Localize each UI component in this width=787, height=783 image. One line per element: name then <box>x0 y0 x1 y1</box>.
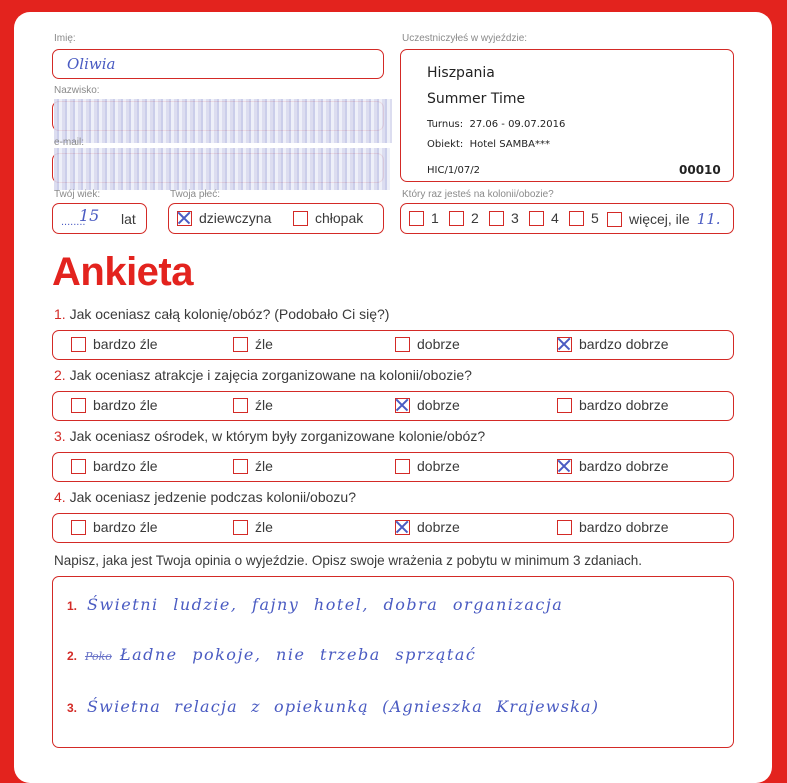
q4-option-1-label: bardzo źle <box>93 519 158 535</box>
q2-option-1-label: bardzo źle <box>93 397 158 413</box>
question-3 <box>54 428 485 444</box>
question-4 <box>54 489 356 505</box>
question-2-options <box>52 391 734 421</box>
name-field[interactable] <box>52 49 384 79</box>
times-value: 11. <box>696 210 721 228</box>
email-label: e-mail: <box>54 137 85 148</box>
q4-option-3-checkbox[interactable] <box>395 520 410 535</box>
trip-number: 00010 <box>679 163 721 177</box>
opinion-2-number: 2. <box>67 649 78 663</box>
q2-option-bardzo-dobrze[interactable] <box>557 397 669 413</box>
times-3-label: 3 <box>511 210 519 226</box>
q4-option-4-label: bardzo dobrze <box>579 519 669 535</box>
q4-option-bardzo-dobrze[interactable] <box>557 519 669 535</box>
question-4-text: Jak oceniasz jedzenie podczas kolonii/obozu? <box>69 489 356 505</box>
redacted-surname <box>54 99 392 143</box>
gender-male-checkbox[interactable] <box>293 211 308 226</box>
times-5-checkbox[interactable] <box>569 211 584 226</box>
surname-label: Nazwisko: <box>54 85 100 96</box>
opinion-line-2 <box>67 645 476 664</box>
q4-option-4-checkbox[interactable] <box>557 520 572 535</box>
q2-option-4-label: bardzo dobrze <box>579 397 669 413</box>
opinion-1-number: 1. <box>67 599 78 613</box>
times-2-label: 2 <box>471 210 479 226</box>
gender-female-label: dziewczyna <box>199 210 272 226</box>
name-label: Imię: <box>54 33 76 44</box>
times-option-more[interactable] <box>607 210 721 228</box>
q1-option-2-checkbox[interactable] <box>233 337 248 352</box>
question-3-number: 3. <box>54 428 66 444</box>
q3-option-2-checkbox[interactable] <box>233 459 248 474</box>
q4-option-bardzo-zle[interactable] <box>71 519 158 535</box>
question-3-options <box>52 452 734 482</box>
q1-option-bardzo-dobrze[interactable] <box>557 336 669 352</box>
gender-male-label: chłopak <box>315 210 364 226</box>
q2-option-2-checkbox[interactable] <box>233 398 248 413</box>
question-2 <box>54 367 472 383</box>
opinion-2-text: Ładne pokoje, nie trzeba sprzątać <box>119 645 477 664</box>
gender-male-option[interactable] <box>293 210 363 226</box>
gender-label: Twoja płeć: <box>170 189 221 200</box>
q3-option-4-label: bardzo dobrze <box>579 458 669 474</box>
q3-option-1-checkbox[interactable] <box>71 459 86 474</box>
opinion-2-struck: Poko <box>85 650 112 663</box>
times-option-2[interactable] <box>449 210 479 226</box>
trip-obiekt: Obiekt: Hotel SAMBA*** <box>427 139 550 150</box>
times-5-label: 5 <box>591 210 599 226</box>
q3-option-bardzo-zle[interactable] <box>71 458 158 474</box>
q2-option-bardzo-zle[interactable] <box>71 397 158 413</box>
question-4-number: 4. <box>54 489 66 505</box>
question-1-text: Jak oceniasz całą kolonię/obóz? (Podobało Ci się?) <box>69 306 390 322</box>
age-field[interactable] <box>52 203 147 234</box>
question-4-options <box>52 513 734 543</box>
age-label: Twój wiek: <box>54 189 101 200</box>
q2-option-4-checkbox[interactable] <box>557 398 572 413</box>
times-1-label: 1 <box>431 210 439 226</box>
times-4-checkbox[interactable] <box>529 211 544 226</box>
times-option-4[interactable] <box>529 210 559 226</box>
q2-option-3-label: dobrze <box>417 397 460 413</box>
question-1 <box>54 306 389 322</box>
q2-option-dobrze[interactable] <box>395 397 460 413</box>
q4-option-dobrze[interactable] <box>395 519 460 535</box>
q4-option-2-checkbox[interactable] <box>233 520 248 535</box>
question-1-number: 1. <box>54 306 66 322</box>
times-3-checkbox[interactable] <box>489 211 504 226</box>
times-more-checkbox[interactable] <box>607 212 622 227</box>
question-3-text: Jak oceniasz ośrodek, w którym były zorganizowane kolonie/obóz? <box>69 428 486 444</box>
times-1-checkbox[interactable] <box>409 211 424 226</box>
q1-option-4-checkbox[interactable] <box>557 337 572 352</box>
q4-option-1-checkbox[interactable] <box>71 520 86 535</box>
q1-option-2-label: źle <box>255 336 273 352</box>
survey-sheet <box>14 12 772 783</box>
q3-option-zle[interactable] <box>233 458 273 474</box>
times-more-label: więcej, ile <box>629 211 690 227</box>
q1-option-3-checkbox[interactable] <box>395 337 410 352</box>
trip-country: Hiszpania <box>427 65 495 81</box>
q3-option-3-checkbox[interactable] <box>395 459 410 474</box>
gender-female-checkbox[interactable] <box>177 211 192 226</box>
opinion-prompt: Napisz, jaka jest Twoja opinia o wyjeździe. Opisz swoje wrażenia z pobytu w minimum 3 zdaniach. <box>54 553 643 568</box>
q3-option-1-label: bardzo źle <box>93 458 158 474</box>
times-label: Który raz jesteś na kolonii/obozie? <box>402 189 554 200</box>
opinion-1-text: Świetni ludzie, fajny hotel, dobra organizacja <box>87 595 564 614</box>
q2-option-zle[interactable] <box>233 397 273 413</box>
trip-program: Summer Time <box>427 91 526 107</box>
q1-option-zle[interactable] <box>233 336 273 352</box>
q3-option-2-label: źle <box>255 458 273 474</box>
q4-option-zle[interactable] <box>233 519 273 535</box>
q2-option-2-label: źle <box>255 397 273 413</box>
times-field <box>400 203 734 234</box>
q3-option-bardzo-dobrze[interactable] <box>557 458 669 474</box>
trip-turnus: Turnus: 27.06 - 09.07.2016 <box>427 119 566 130</box>
q3-option-3-label: dobrze <box>417 458 460 474</box>
q1-option-bardzo-zle[interactable] <box>71 336 158 352</box>
q1-option-1-checkbox[interactable] <box>71 337 86 352</box>
times-option-5[interactable] <box>569 210 599 226</box>
times-4-label: 4 <box>551 210 559 226</box>
trip-info-box <box>400 49 734 182</box>
times-2-checkbox[interactable] <box>449 211 464 226</box>
q3-option-dobrze[interactable] <box>395 458 460 474</box>
question-2-number: 2. <box>54 367 66 383</box>
q1-option-4-label: bardzo dobrze <box>579 336 669 352</box>
times-option-3[interactable] <box>489 210 519 226</box>
opinion-textarea[interactable] <box>52 576 734 748</box>
question-2-text: Jak oceniasz atrakcje i zajęcia zorganizowane na kolonii/obozie? <box>69 367 472 383</box>
q2-option-3-checkbox[interactable] <box>395 398 410 413</box>
opinion-line-3 <box>67 697 599 716</box>
opinion-line-1 <box>67 595 563 614</box>
gender-field <box>168 203 384 234</box>
opinion-3-text: Świetna relacja z opiekunką (Agnieszka Krajewska) <box>87 697 600 716</box>
gender-female-option[interactable] <box>177 210 271 226</box>
q1-option-1-label: bardzo źle <box>93 336 158 352</box>
page-title: Ankieta <box>52 250 193 294</box>
q4-option-2-label: źle <box>255 519 273 535</box>
question-1-options <box>52 330 734 360</box>
age-dots: ........ <box>61 216 86 228</box>
trip-label: Uczestniczyłeś w wyjeździe: <box>402 33 528 44</box>
q1-option-3-label: dobrze <box>417 336 460 352</box>
times-option-1[interactable] <box>409 210 439 226</box>
age-value: 15 <box>79 206 100 225</box>
q2-option-1-checkbox[interactable] <box>71 398 86 413</box>
q1-option-dobrze[interactable] <box>395 336 460 352</box>
q3-option-4-checkbox[interactable] <box>557 459 572 474</box>
trip-code: HIC/1/07/2 <box>427 165 481 176</box>
age-unit: lat <box>121 211 136 227</box>
q4-option-3-label: dobrze <box>417 519 460 535</box>
name-value: Oliwia <box>67 55 116 73</box>
redacted-email <box>54 148 390 190</box>
opinion-3-number: 3. <box>67 701 78 715</box>
